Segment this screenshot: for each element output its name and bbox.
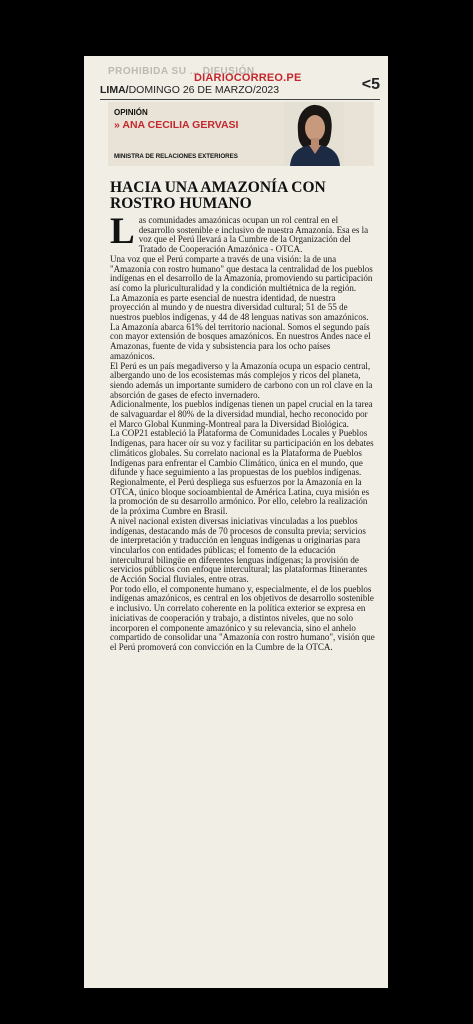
dateline: [100, 84, 279, 96]
article-body: [110, 216, 376, 976]
site-name: DIARIOCORREO.PE: [194, 72, 302, 84]
article-paragraph: Una voz que el Perú comparte a través de una visión: la de una "Amazonía con rostro humano" que destaca la centralidad de los pueblos indígenas en el desarrollo de la Amazonía, promoviendo su participación así como la pluriculturalidad y la condición multiétnica de la región.: [110, 253, 373, 293]
dateline-date: DOMINGO 26 DE MARZO/2023: [128, 84, 280, 96]
byline-box: [108, 102, 374, 166]
article-paragraph: [110, 216, 376, 255]
author-portrait: [284, 102, 344, 166]
dateline-city: LIMA/: [100, 84, 129, 96]
author-role: MINISTRA DE RELACIONES EXTERIORES: [114, 153, 238, 160]
article-paragraph: La Amazonía abarca 61% del territorio nacional. Somos el segundo país con mayor extensión de bosques amazónicos. En nuestros Andes nace el Amazonas, fuente de vida y subsistencia para los ocho países amazónicos.: [110, 321, 371, 361]
section-kicker: OPINIÓN: [114, 108, 148, 117]
article-paragraph: La Amazonía es parte esencial de nuestra identidad, de nuestra proyección al mundo y de nuestra diversidad cultural; 51 de 55 de nuestros pueblos indígenas, y 44 de 48 lenguas nativas son amazónicos.: [110, 292, 369, 323]
paragraph-text: as comunidades amazónicas ocupan un rol central en el desarrollo sostenible e inclusivo de nuestra Amazonía. Esa es la voz que el Perú llevará a la Cumbre de la Organización del Tratado de Cooperación Amazónica - OTCA.: [138, 216, 369, 255]
article-paragraph: Adicionalmente, los pueblos indígenas tienen un papel crucial en la tarea de salvaguardar el 80% de la diversidad mundial, hecho reconocido por el Marco Global Kunming-Montreal para la Diversidad Biológica.: [110, 399, 373, 429]
article-headline: HACIA UNA AMAZONÍA CON ROSTRO HUMANO: [110, 179, 326, 212]
watermark-text: PROHIBIDA SU ... DIFUSIÓN: [108, 66, 255, 77]
page-number: <5: [361, 76, 380, 93]
article-paragraph: Regionalmente, el Perú despliega sus esfuerzos por la Amazonía en la OTCA, único bloque socioambiental de América Latina, cuya misión es la promoción de su desarrollo armónico. Por ello, celebro la realización de la próxima Cumbre en Brasil.: [110, 476, 370, 517]
article-paragraph: Por todo ello, el componente humano y, especialmente, el de los pueblos indígenas amazónicos, es central en los objetivos de desarrollo sostenible e inclusivo. Un correlato coherente en la política exterior se expresa en iniciativas de cooperación y trabajo, a distintos niveles, que no solo incorporen el componente amazónico y su relevancia, sino el anhelo compartido de consolidar una "Amazonía con rostro humano", visión que el Perú promoverá con convicción en la Cumbre de la OTCA.: [110, 583, 375, 652]
drop-cap: L: [110, 216, 135, 252]
article-paragraph: La COP21 estableció la Plataforma de Comunidades Locales y Pueblos Indígenas, para hacer oír su voz y facilitar su participación en los debates climáticos globales. Su correlato nacional es la Plataforma de Pueblos Indígenas para enfrentar el Cambio Climático, única en el mundo, que difunde y hace seguimiento a las propuestas de los pueblos indígenas.: [110, 428, 374, 478]
article-paragraph: A nivel nacional existen diversas iniciativas vinculadas a los pueblos indígenas, destacando más de 70 procesos de consulta previa; servicios de interpretación y traducción en lenguas indígenas u originarias para vincularlos con entidades públicas; el fomento de la educación intercultural bilingüe en diferentes lenguas indígenas; la provisión de servicios públicos con enfoque intercultural; las plataformas Itinerantes de Acción Social fluviales, entre otras.: [110, 515, 368, 585]
newspaper-clipping: [84, 56, 388, 988]
header-rule: [100, 99, 380, 100]
author-name: » ANA CECILIA GERVASI: [114, 119, 239, 131]
article-paragraph: El Perú es un país megadiverso y la Amazonía ocupa un espacio central, albergando uno de los ecosistemas más complejos y ricos del planeta, siendo además un importante sumidero de carbono con un rol clave en la absorción de gases de efecto invernadero.: [110, 360, 373, 400]
